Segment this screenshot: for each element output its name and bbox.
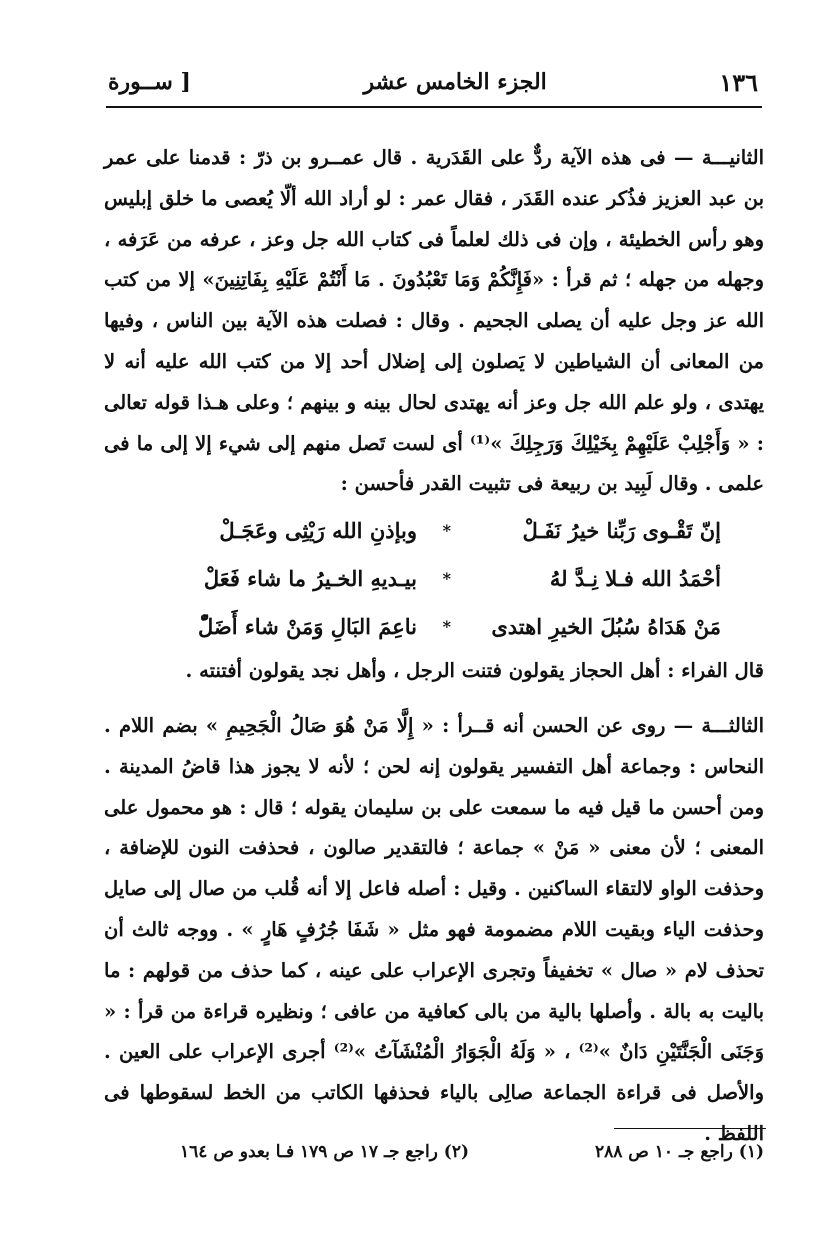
poem-verse (104, 507, 764, 555)
verse-separator: * (442, 520, 451, 540)
paragraph-farra: قال الفراء : أهل الحجاز يقولون فتنت الرجل ، وأهل نجد يقولون أفتنته . (185, 659, 764, 683)
sura-label: [ ســورة (108, 69, 191, 95)
verse-second-hemistich: وبإذنِ الله رَيْثِى وعَجَـلْ (219, 517, 417, 543)
verse-separator: * (442, 568, 451, 588)
footnote-1: (١) راجع جـ ١٠ ص ٢٨٨ (594, 1142, 764, 1162)
running-title: الجزء الخامس عشر (363, 69, 547, 95)
header-rule (106, 106, 762, 108)
footnotes (180, 1142, 764, 1162)
poem (104, 507, 764, 651)
page-number: ١٣٦ (719, 67, 758, 97)
main-text (104, 138, 764, 1155)
footnote-2: (٢) راجع جـ ١٧ ص ١٧٩ فـا بعدو ص ١٦٤ (180, 1142, 470, 1162)
poem-verse (104, 555, 764, 603)
poem-verse (104, 603, 764, 651)
verse-second-hemistich: ناعِمَ البَالِ وَمَنْ شاء أَضَلّْ (197, 613, 417, 639)
verse-first-hemistich: أحْمَدُ الله فـلا نِـدَّ لهُ (549, 565, 721, 591)
footnote-rule (614, 1128, 766, 1129)
verse-separator: * (442, 616, 451, 636)
verse-second-hemistich: بيـديهِ الخـيرُ ما شاء فَعَلْ (203, 565, 417, 591)
page-header (108, 62, 758, 102)
paragraph-third: الثالثـــة — روى عن الحسن أنه قــرأ : « إِلَّا مَنْ هُوَ صَالُ الْجَحِيمِ » بضم اللام . النحاس : وجماعة أهل التفسير يقولون إنه لحن ؛ لأنه لا يجوز هذا قاضُ المدينة . ومن أحسن ما قيل فيه ما سمعت على بن سليمان يقوله ؛ قال : هو محمول على المعنى ؛ لأن معنى « مَنْ » جماعة ؛ فالتقدير صالون ، فحذفت النون للإضافة ، وحذفت الواو لالتقاء الساكنين . وقيل : أصله فاعل إلا أنه قُلب من صال إلى صايل وحذفت الياء وبقيت اللام مضمومة فهو مثل « شَفَا جُرُفٍ هَارٍ » . ووجه ثالث أن تحذف لام « صال » تخفيفاً وتجرى الإعراب على عينه ، كما حذف من قولهم : ما باليت به بالة . وأصلها بالية من بالى كعافية من عافى ؛ ونظيره قراءة من قرأ : « وَجَنَى الْجَنَّتَيْنِ دَانٌ »⁽²⁾ ، « وَلَهُ الْجَوَارُ الْمُنْشَآتُ »⁽²⁾ أجرى الإعراب على العين . والأصل فى قراءة الجماعة صالِى بالياء فحذفها الكاتب من الخط لسقوطها فى اللفظ . (104, 713, 764, 1145)
verse-first-hemistich: إنّ تَقْـوى رَبِّنا خيرُ نَفَـلْ (522, 517, 721, 543)
verse-first-hemistich: مَنْ هَدَاهُ سُبُلَ الخيرِ اهتدى (491, 613, 721, 639)
paragraph-second: الثانيـــة — فى هذه الآية ردٌّ على القَدَرية . قال عمــرو بن ذرّ : قدمنا على عمر بن عبد العزيز فذُكر عنده القَدَر ، فقال عمر : لو أراد الله ألّا يُعصى ما خلق إبليس وهو رأس الخطيئة ، وإن فى ذلك لعلماً فى كتاب الله جل وعز ، عرفه من عَرَفه ، وجهله من جهله ؛ ثم قرأ : «فَإِنَّكُمْ وَمَا تَعْبُدُونَ . مَا أَنْتُمْ عَلَيْهِ بِفَاتِنِينَ» إلا من كتب الله عز وجل عليه أن يصلى الجحيم . وقال : فصلت هذه الآية بين الناس ، وفيها من المعانى أن الشياطين لا يَصلون إلى إضلال أحد إلا من كتب الله عليه أنه لا يهتدى ، ولو علم الله جل وعز أنه يهتدى لحال بينه و بينهم ؛ وعلى هـذا قوله تعالى : « وَأَجْلِبْ عَلَيْهِمْ بِخَيْلِكَ وَرَجِلِكَ »⁽¹⁾ أى لست تَصل منهم إلى شيء إلا إلى ما فى علمى . وقال لَبِيد بن ربيعة فى تثبيت القدر فأحسن : (104, 146, 765, 496)
